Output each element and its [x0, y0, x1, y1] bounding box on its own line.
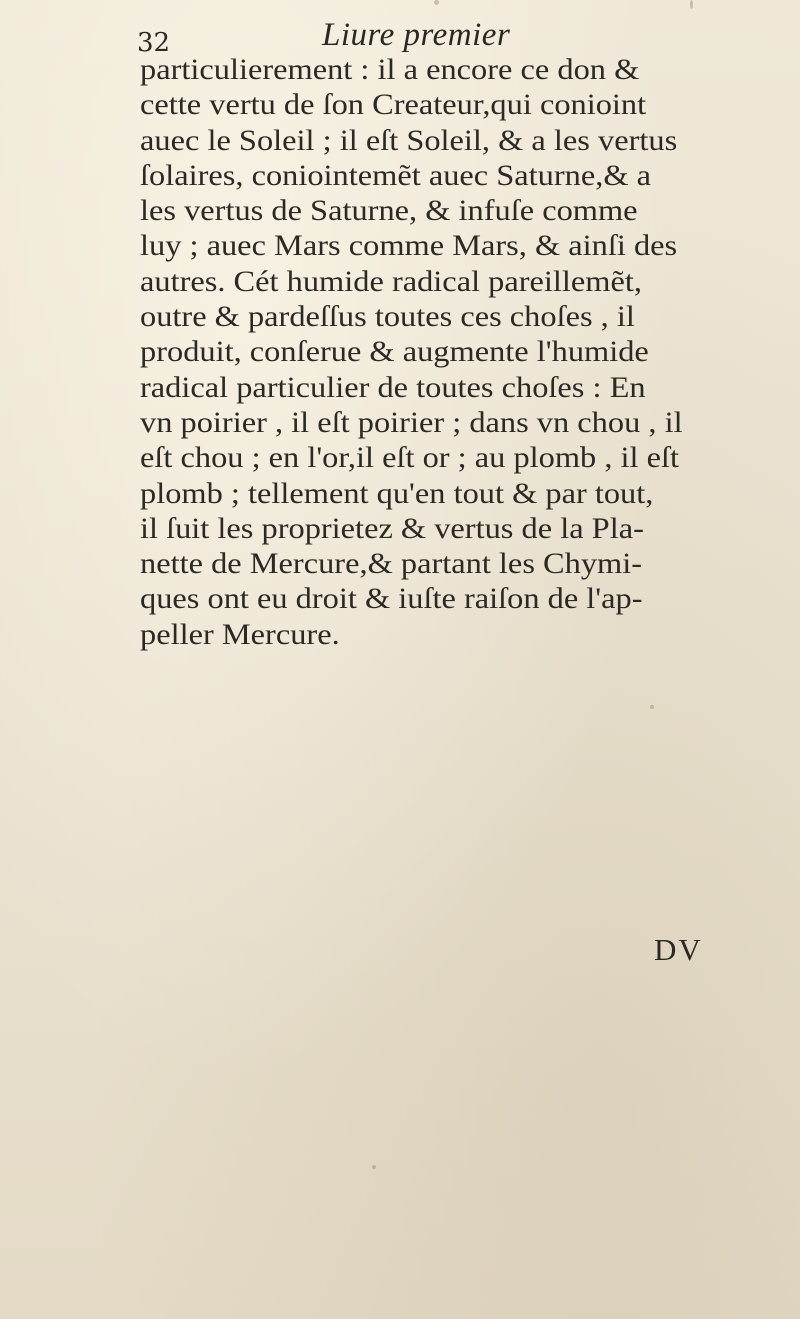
- text-line: nette de Mercure,& partant les Chymi-: [140, 547, 643, 581]
- text-line: cette vertu de ſon Createur,qui conioint: [140, 88, 647, 122]
- text-line: il ſuit les proprietez & vertus de la Pla-: [140, 511, 644, 545]
- text-line: autres. Cét humide radical pareillemẽt,: [140, 264, 642, 298]
- catchword: DV: [654, 932, 703, 967]
- text-line: ſolaires, coniointemẽt auec Saturne,& a: [140, 158, 652, 192]
- text-line: outre & pardeſſus toutes ces choſes , il: [140, 300, 635, 334]
- text-line: plomb ; tellement qu'en tout & par tout,: [140, 476, 654, 510]
- text-line: eſt chou ; en l'or,il eſt or ; au plomb , il eſt: [140, 441, 680, 475]
- paper-speck: [650, 705, 654, 709]
- paper-speck: [690, 0, 693, 9]
- text-line: peller Mercure.: [140, 617, 340, 651]
- text-line: radical particulier de toutes choſes : En: [140, 370, 646, 404]
- text-line: les vertus de Saturne, & infuſe comme: [140, 194, 638, 228]
- page-header: [0, 10, 800, 58]
- page-number: 32: [137, 28, 171, 58]
- paper-speck: [434, 0, 439, 5]
- text-line: particulierement : il a encore ce don &: [140, 53, 640, 86]
- text-line: luy ; auec Mars comme Mars, & ainſi des: [140, 229, 678, 263]
- text-line: produit, conſerue & augmente l'humide: [140, 335, 649, 369]
- body-text: [140, 52, 740, 652]
- paper-speck: [372, 1165, 376, 1169]
- text-line: ques ont eu droit & iuſte raiſon de l'ap-: [140, 582, 643, 616]
- text-line: vn poirier , il eſt poirier ; dans vn chou , il: [140, 405, 683, 439]
- running-head: Liure premier: [322, 17, 511, 53]
- text-line: auec le Soleil ; il eſt Soleil, & a les vertus: [140, 123, 678, 157]
